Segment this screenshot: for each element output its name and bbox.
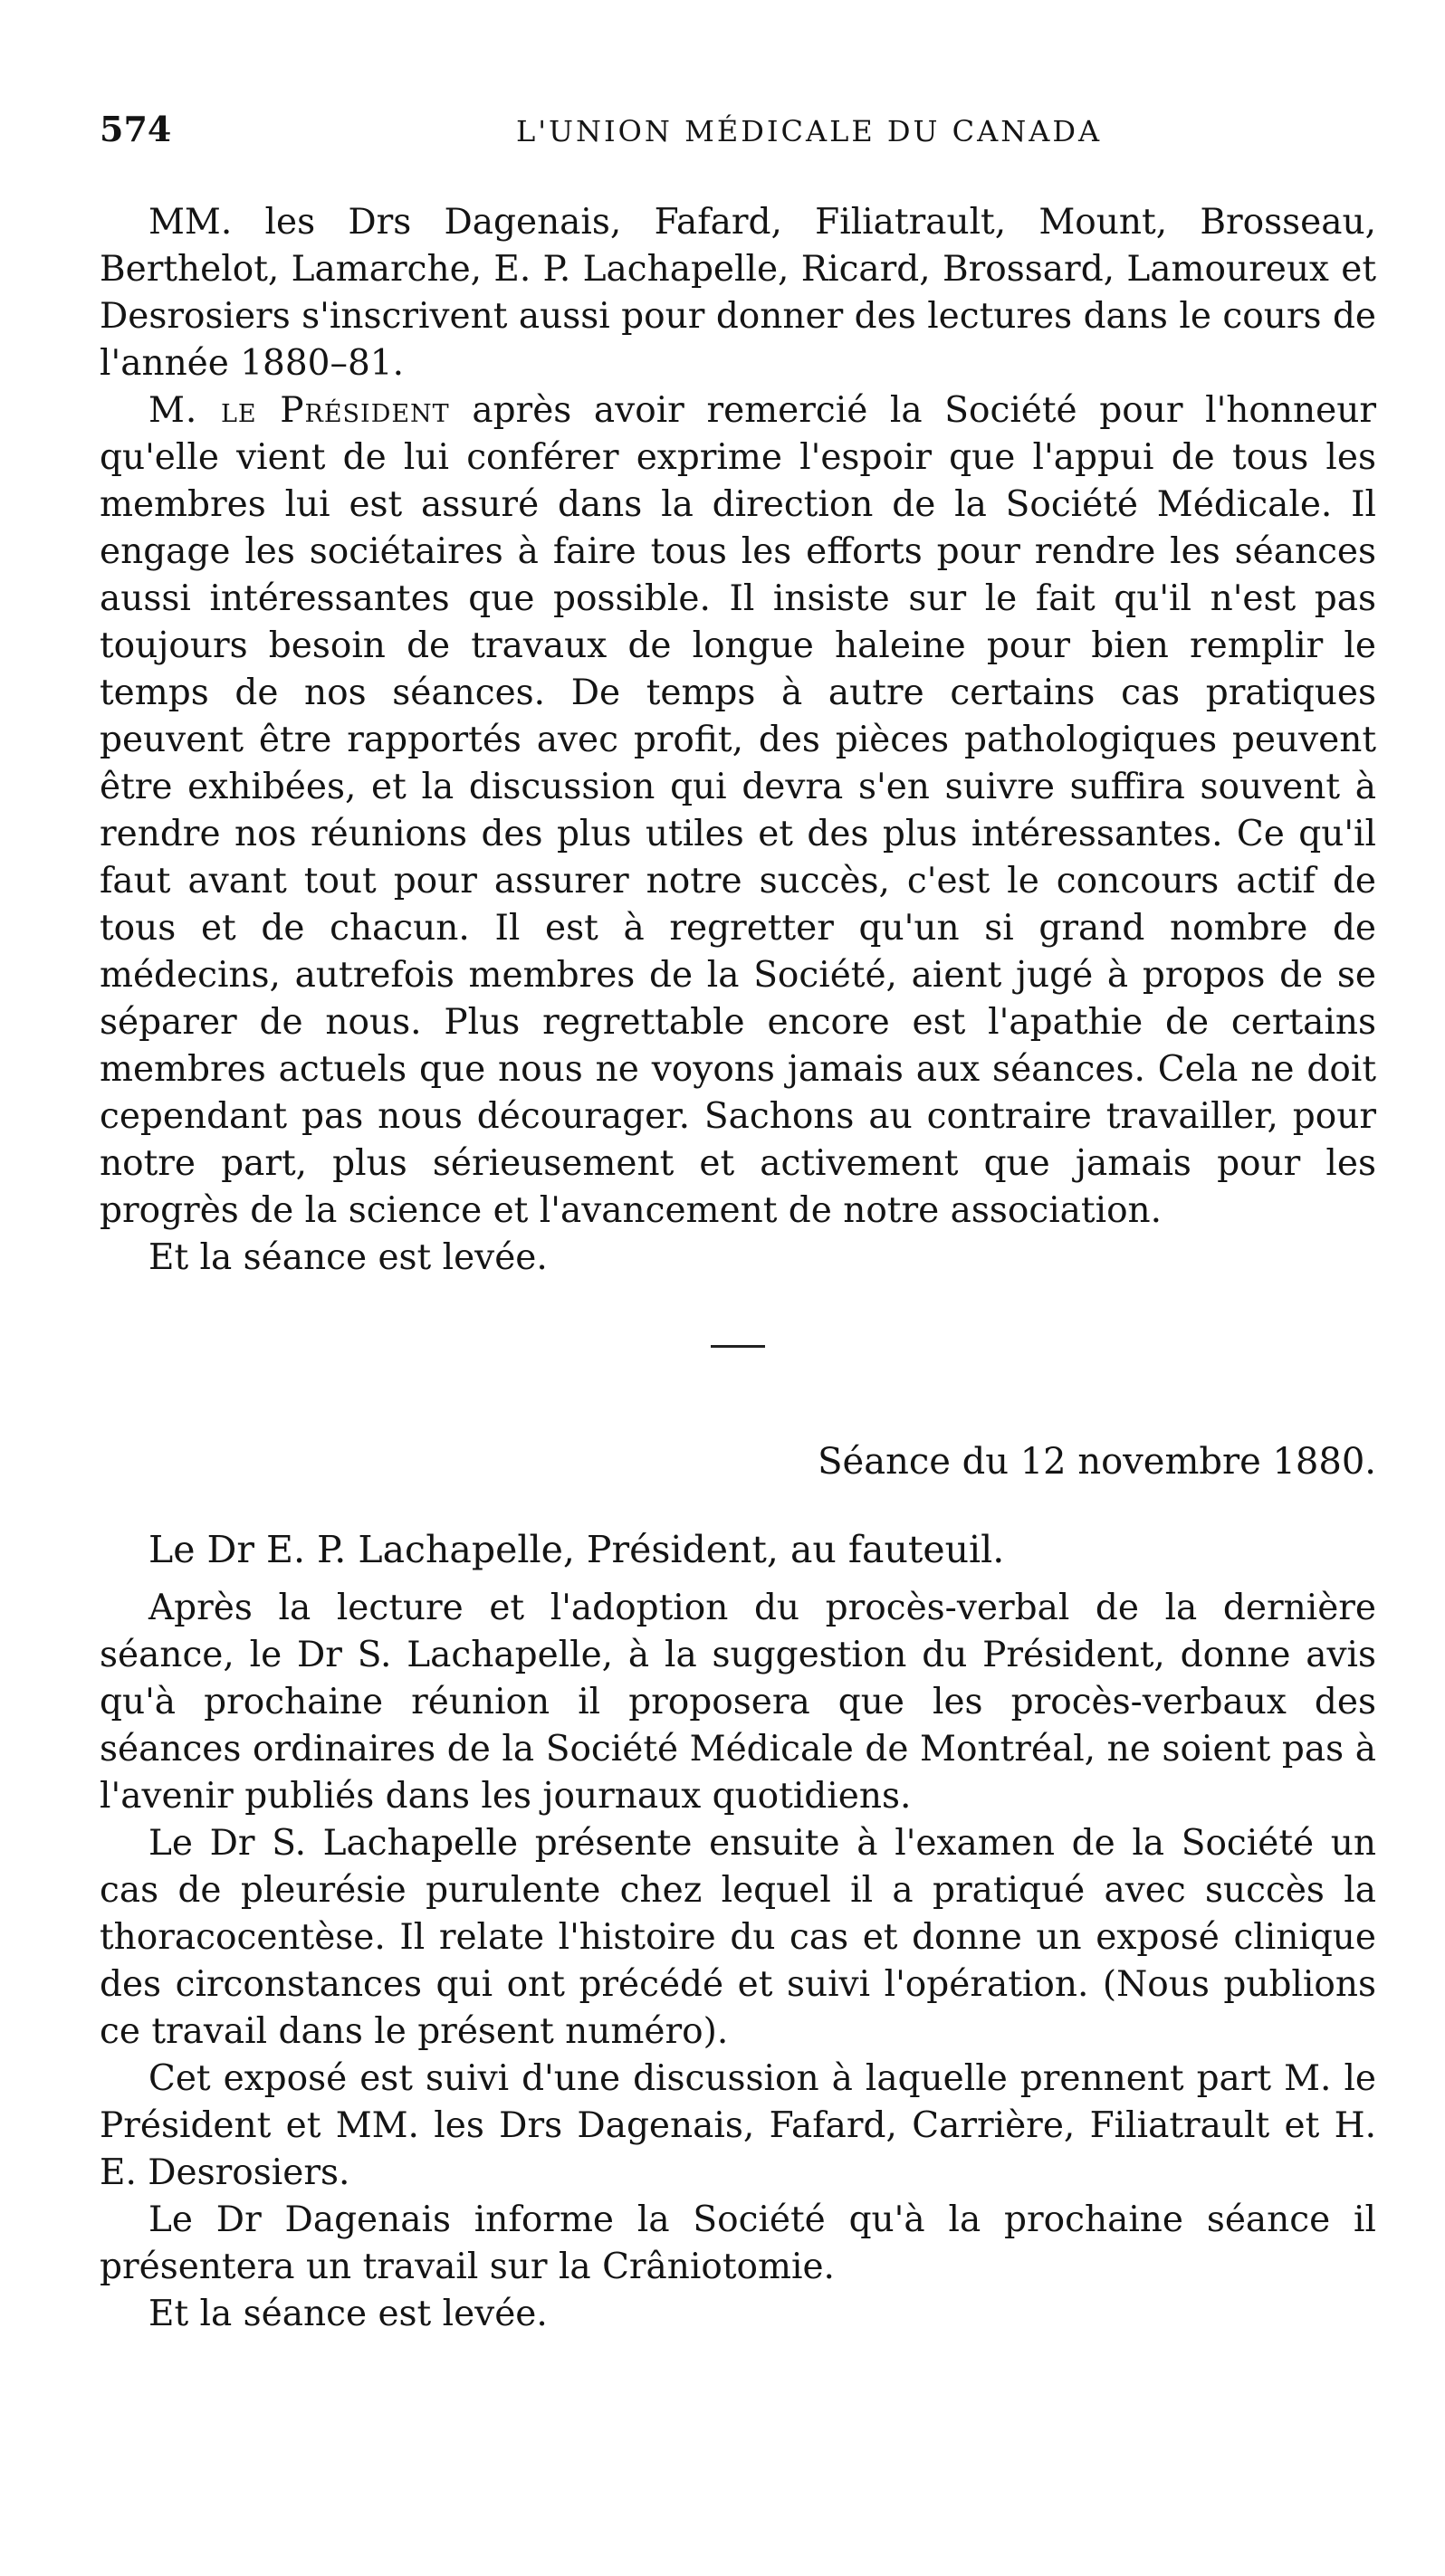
section-separator — [711, 1345, 765, 1348]
running-head — [100, 109, 1376, 163]
paragraph-session-adjourned: Et la séance est levée. — [148, 1237, 548, 1278]
paragraph-case-presentation: Le Dr S. Lachapelle présente ensuite à l'examen de la Société un cas de pleurésie purulente chez lequel il a pratiqué avec succès la thoracocentèse. Il relate l'histoire du cas et donne un exposé clinique des circonstances qui ont précédé et suivi l'opération. (Nous publions ce travail dans le présent numéro). — [100, 1823, 1376, 2052]
session-chair-line: Le Dr E. P. Lachapelle, Président, au fauteuil. — [148, 1528, 1005, 1571]
document-page — [100, 109, 1376, 2552]
paragraph-session-adjourned-2: Et la séance est levée. — [148, 2294, 548, 2334]
journal-title: L'UNION MÉDICALE DU CANADA — [516, 114, 1103, 148]
paragraph-minutes-motion: Après la lecture et l'adoption du procès-verbal de la dernière séance, le Dr S. Lachapelle, à la suggestion du Président, donne avis qu'à prochaine réunion il proposera que les procès-verbaux des séances ordinaires de la Société Médicale de Montréal, ne soient pas à l'avenir publiés dans les journaux quotidiens. — [100, 1588, 1376, 1817]
paragraph-president-address — [100, 387, 1376, 1235]
paragraph-next-session-notice: Le Dr Dagenais informe la Société qu'à la prochaine séance il présentera un travail sur la Crâniotomie. — [100, 2199, 1376, 2287]
president-lead-in: M. le Président — [148, 390, 450, 431]
page-number: 574 — [100, 109, 172, 149]
paragraph-lecture-signups: MM. les Drs Dagenais, Fafard, Filiatrault, Mount, Brosseau, Berthelot, Lamarche, E. P. Lachapelle, Ricard, Brossard, Lamoureux et Desrosiers s'inscrivent aussi pour donner des lectures dans le cours de l'année 1880–81. — [100, 202, 1376, 384]
session-date-heading: Séance du 12 novembre 1880. — [818, 1441, 1376, 1483]
president-address-body: après avoir remercié la Société pour l'honneur qu'elle vient de lui conférer exprime l'espoir que l'appui de tous les membres lui est assuré dans la direction de la Société Médicale. Il engage les sociétaires à faire tous les efforts pour rendre les séances aussi intéressantes que possible. Il insiste sur le fait qu'il n'est pas toujours besoin de travaux de longue haleine pour bien remplir le temps de nos séances. De temps à autre certains cas pratiques peuvent être rapportés avec profit, des pièces pathologiques peuvent être exhibées, et la discussion qui devra s'en suivre suffira souvent à rendre nos réunions des plus utiles et des plus intéressantes. Ce qu'il faut avant tout pour assurer notre succès, c'est le concours actif de tous et de chacun. Il est à regretter qu'un si grand nombre de médecins, autrefois membres de la Société, aient jugé à propos de se séparer de nous. Plus regrettable encore est l'apathie de certains membres actuels que nous ne voyons jamais aux séances. Cela ne doit cependant pas nous décourager. Sachons au contraire travailler, pour notre part, plus sérieusement et activement que jamais pour les progrès de la science et l'avancement de notre association. — [100, 390, 1376, 1231]
paragraph-discussion: Cet exposé est suivi d'une discussion à laquelle prennent part M. le Président et MM. les Drs Dagenais, Fafard, Carrière, Filiatrault et H. E. Desrosiers. — [100, 2058, 1376, 2193]
